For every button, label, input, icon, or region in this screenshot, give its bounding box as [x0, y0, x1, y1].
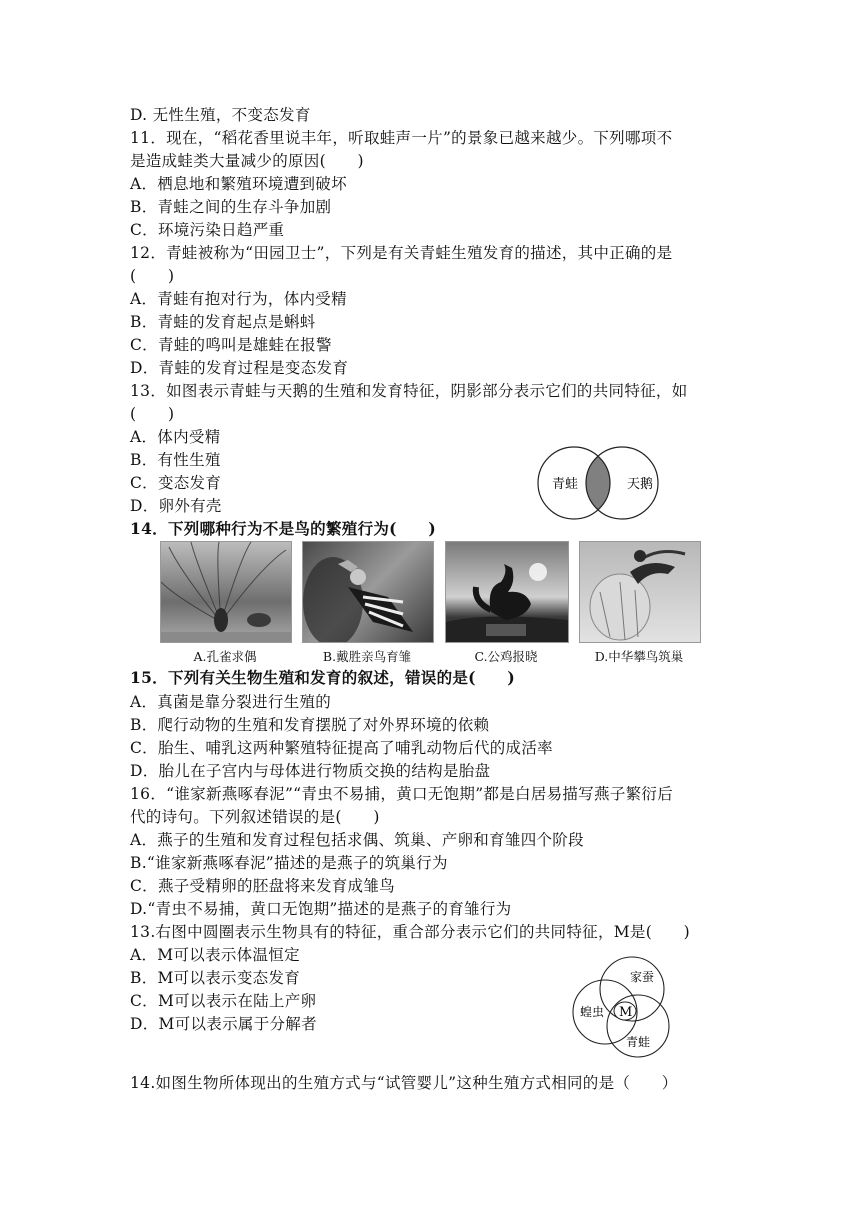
text-line: D. 无性生殖，不变态发育: [130, 106, 311, 124]
option-c: C．胎生、哺乳这两种繁殖特征提高了哺乳动物后代的成活率: [130, 739, 553, 757]
option-d: D．卵外有壳: [130, 497, 222, 515]
question-13: 13．如图表示青蛙与天鹅的生殖和发育特征，阴影部分表示它们的共同特征，如: [130, 382, 688, 400]
venn-label-frog: 青蛙: [552, 477, 579, 492]
photo-rooster: [445, 541, 569, 643]
photo-hoopoe: [302, 541, 434, 643]
photo-caption-d: D.中华攀鸟筑巢: [594, 649, 684, 664]
option-a: A．真菌是靠分裂进行生殖的: [130, 693, 332, 711]
option-d: D．青蛙的发育过程是变态发育: [130, 359, 349, 377]
option-d: D．胎儿在子宫内与母体进行物质交换的结构是胎盘: [130, 762, 491, 780]
venn-label-m: M: [619, 1005, 633, 1020]
question-16: 16．“谁家新燕啄春泥”“青虫不易捕，黄口无饱期”都是白居易描写燕子繁衍后: [130, 785, 674, 803]
option-b: B．M可以表示变态发育: [130, 969, 301, 987]
photo-nest: [579, 541, 701, 643]
photo-peacock: [160, 541, 292, 643]
venn-three-circles: [566, 954, 676, 1064]
option-d: D．M可以表示属于分解者: [130, 1015, 317, 1033]
option-b: B．青蛙的发育起点是蝌蚪: [130, 313, 316, 331]
photo-caption-c: C.公鸡报晓: [474, 649, 538, 664]
option-c: C．变态发育: [130, 474, 222, 492]
option-c: C．青蛙的鸣叫是雄蛙在报警: [130, 336, 332, 354]
option-b: B.“谁家新燕啄春泥”描述的是燕子的筑巢行为: [130, 854, 448, 872]
text-line: ( ): [130, 405, 175, 423]
option-a: A．青蛙有抱对行为，体内受精: [130, 290, 347, 308]
venn-label-swan: 天鹅: [627, 477, 654, 492]
option-c: C．M可以表示在陆上产卵: [130, 992, 317, 1010]
option-b: B．有性生殖: [130, 451, 221, 469]
text-line: ( ): [130, 267, 175, 285]
option-c: C．环境污染日趋严重: [130, 221, 285, 239]
venn-label-frog: 青蛙: [626, 1035, 651, 1049]
question-12: 12．青蛙被称为“田园卫士”，下列是有关青蛙生殖发育的描述，其中正确的是: [130, 244, 673, 262]
question-14: 14．下列哪种行为不是鸟的繁殖行为( ): [130, 519, 437, 538]
venn-label-silkworm: 家蚕: [630, 970, 655, 984]
option-a: A．M可以表示体温恒定: [130, 946, 300, 964]
text-line: 是造成蛙类大量减少的原因( ): [130, 152, 364, 170]
venn-label-locust: 蝗虫: [580, 1005, 605, 1019]
question-15: 15．下列有关生物生殖和发育的叙述，错误的是( ): [130, 668, 516, 687]
question-14b: 14.如图生物所体现出的生殖方式与“试管婴儿”这种生殖方式相同的是（ ）: [130, 1074, 678, 1092]
question-13b: 13.右图中圆圈表示生物具有的特征，重合部分表示它们的共同特征，M是( ): [130, 923, 691, 941]
venn-frog-swan: [520, 446, 670, 524]
photo-caption-b: B.戴胜亲鸟育雏: [322, 649, 412, 664]
option-a: A．燕子的生殖和发育过程包括求偶、筑巢、产卵和育雏四个阶段: [130, 831, 584, 849]
photo-caption-a: A.孔雀求偶: [193, 649, 257, 664]
option-d: D.“青虫不易捕，黄口无饱期”描述的是燕子的育雏行为: [130, 900, 512, 918]
question-11: 11．现在，“稻花香里说丰年，听取蛙声一片”的景象已越来越少。下列哪项不: [130, 129, 673, 147]
text-line: 代的诗句。下列叙述错误的是( ): [130, 808, 380, 826]
option-a: A．体内受精: [130, 428, 221, 446]
option-c: C．燕子受精卵的胚盘将来发育成雏鸟: [130, 877, 395, 895]
option-a: A．栖息地和繁殖环境遭到破坏: [130, 175, 347, 193]
option-b: B．青蛙之间的生存斗争加剧: [130, 198, 332, 216]
option-b: B．爬行动物的生殖和发育摆脱了对外界环境的依赖: [130, 716, 490, 734]
